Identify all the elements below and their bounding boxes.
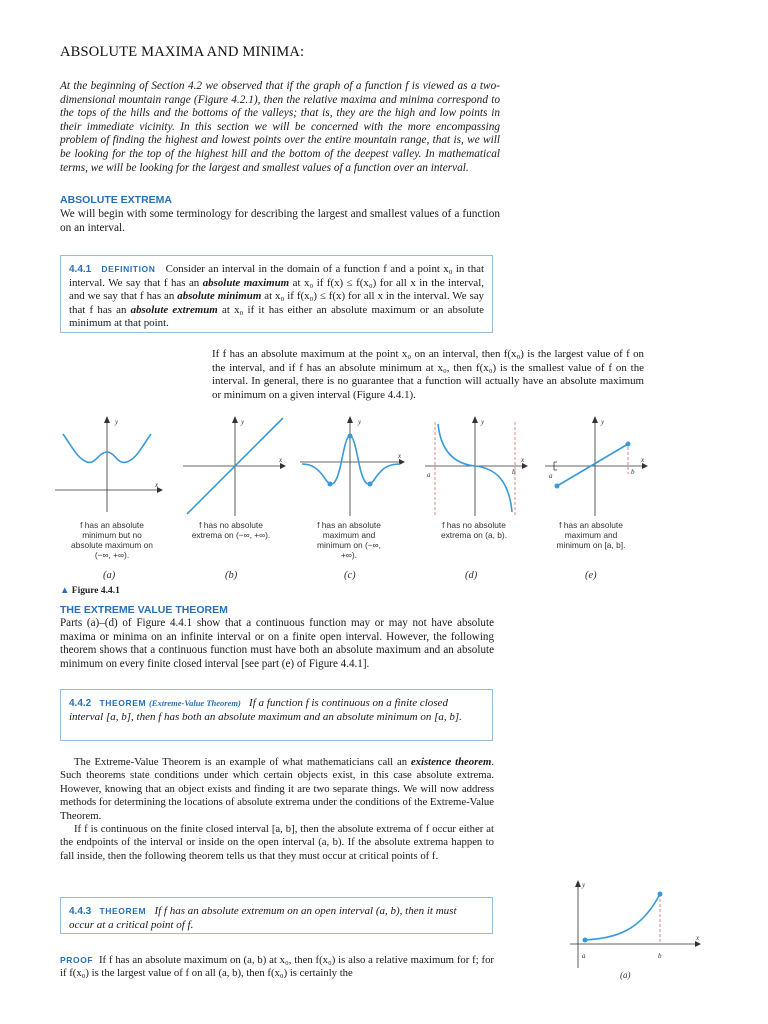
definition-box (60, 255, 493, 333)
panel-e-line (557, 444, 628, 486)
theorem-evt-name: (Extreme-Value Theorem) (148, 698, 241, 708)
panel-d-a-label: a (427, 471, 431, 479)
panel-e-b-label: b (631, 468, 635, 476)
intro-paragraph: At the beginning of Section 4.2 we observed that if the graph of a function f is viewed as a two-dimensional mountain range (Figure 4.2.1), then the relative maxima and minima correspond to the tops of the hills and the bottoms of the valleys; that is, they are the high and low points in their immediate vicinity. In this section we will be concerned with the more encompassing problem of finding the highest and lowest points over the entire mountain range, that is, we will be looking for the top of the highest hill and the bottom of the deepest valley. In mathematical terms, we will be looking for the largest and smallest values of a function over an interval. (60, 80, 500, 174)
heading-absolute-extrema: ABSOLUTE EXTREMA (60, 194, 173, 206)
side-figure-sub: (a) (620, 970, 631, 980)
panel-c-x-label: x (398, 452, 402, 460)
theorem-evt-text: If a function f is continuous on a finite closed interval [a, b], then f has both an absolute maximum and an absolute minimum on [a, b]. (69, 697, 462, 723)
panel-e-sub: (e) (585, 570, 597, 581)
side-figure-min-point (583, 938, 588, 943)
panel-e-max-point (626, 442, 631, 447)
panel-a-x-label: x (155, 481, 159, 489)
proof-text: If f has an absolute maximum on (a, b) at x₀, then f(x₀) is also a relative maximum for f; for if f(x₀) is the largest value of f on all (a, b), then f(x₀) is certainly the (60, 954, 494, 980)
figure-4-4-1 (55, 412, 655, 522)
side-figure-graph (560, 876, 710, 976)
term-absolute-minimum: absolute minimum (177, 290, 262, 303)
panel-a-graph (55, 416, 163, 512)
definition-number: 4.4.1 (69, 264, 92, 275)
definition-text-4: at x₀ if it has either an absolute maximum or an absolute minimum at that point. (69, 303, 484, 330)
panel-e-graph (545, 416, 648, 516)
panel-b-sub: (b) (225, 570, 238, 581)
theorem-critical-number: 4.4.3 (69, 906, 92, 917)
panel-d-b-label: b (512, 468, 516, 476)
heading-extreme-value-theorem: THE EXTREME VALUE THEOREM (60, 604, 228, 616)
panel-e-x-label: x (641, 456, 645, 464)
terminology-paragraph: We will begin with some terminology for describing the largest and smallest values of a function on an interval. (60, 208, 500, 234)
panel-e-y-label: y (601, 418, 605, 426)
term-absolute-maximum: absolute maximum (202, 276, 290, 289)
panel-d-y-label: y (481, 418, 485, 426)
page-title: ABSOLUTE MAXIMA AND MINIMA: (60, 44, 305, 60)
definition-text-2: at x₀ if f(x) ≤ f(x₀) for all x in the interval, and we say that f has an (69, 276, 484, 303)
panel-c-sub: (c) (344, 570, 356, 581)
term-absolute-extremum: absolute extremum (130, 303, 218, 316)
side-figure-x-label: x (696, 934, 700, 942)
figure-label-text: Figure 4.4.1 (71, 586, 120, 596)
panel-c-curve (302, 436, 400, 484)
side-figure-a-label: a (582, 952, 586, 960)
panel-d-sub: (d) (465, 570, 478, 581)
definition-keyword: DEFINITION (101, 264, 156, 274)
panel-e-caption: f has an absolute maximum and minimum on [a, b]. (556, 520, 626, 550)
panel-b-x-label: x (279, 456, 283, 464)
endpoints-paragraph: If f is continuous on the finite closed interval [a, b], then the absolute extrema of f occur either at the endpoints of the interval or inside on the open interval (a, b). If the absolute extrema happen to fall inside, then the following theorem tells us that they must occur at critical points of f. (60, 823, 494, 862)
side-figure-b-label: b (658, 952, 662, 960)
figure-label (60, 586, 120, 596)
panel-d-graph (425, 416, 528, 516)
panel-c-min-point-right (368, 482, 373, 487)
panel-b-caption: f has no absolute extrema on (−∞, +∞). (191, 520, 271, 540)
theorem-evt-number: 4.4.2 (69, 698, 92, 709)
theorem-evt-box (60, 689, 493, 741)
panel-b-graph (183, 416, 286, 516)
panel-c-graph (300, 416, 405, 516)
theorem-critical-keyword: THEOREM (99, 906, 147, 916)
triangle-icon: ▲ (60, 586, 70, 596)
theorem-evt-keyword: THEOREM (99, 698, 147, 708)
panel-c-y-label: y (358, 418, 362, 426)
definition-text-3: at x₀ if f(x₀) ≤ f(x) for all x in the interval. We say that f has an (69, 290, 484, 316)
existence-theorem-term: existence theorem (410, 756, 492, 768)
panel-c-caption: f has an absolute maximum and minimum on (−∞, +∞). (317, 520, 381, 560)
existence-paragraphs (60, 756, 494, 863)
existence-text-1: The Extreme-Value Theorem is an example of what mathematicians call an (74, 756, 411, 768)
theorem-critical-box (60, 897, 493, 934)
definition-text-1: Consider an interval in the domain of a function f and a point x₀ in that interval. We say that f has an (69, 263, 485, 289)
theorem-critical-text: If f has an absolute extremum on an open interval (a, b), then it must occur at a critical point of f. (69, 905, 457, 931)
panel-c-max-point (348, 434, 353, 439)
panel-a-caption: f has an absolute minimum but no absolute maximum on (−∞, +∞). (71, 520, 153, 560)
side-figure-y-label: y (582, 881, 586, 889)
panel-c-min-point-left (328, 482, 333, 487)
proof-keyword: PROOF (60, 955, 94, 965)
existence-text-2: . Such theorems state conditions under which certain objects exist, in this case absolute extrema. However, knowing that an object exists and finding it are two separate things. We will now address methods for determining the locations of absolute extrema under the conditions of the Extreme-Value Theorem. (60, 756, 494, 822)
panel-d-x-label: x (521, 456, 525, 464)
evt-paragraph: Parts (a)–(d) of Figure 4.4.1 show that a continuous function may or may not have absolute maxima or minima on an infinite interval or on a finite open interval. However, the following theorem shows that a continuous function must have both an absolute maximum and an absolute minimum on every finite closed interval [see part (e) of Figure 4.4.1]. (60, 617, 494, 670)
panel-e-min-point (555, 484, 560, 489)
panel-a-sub: (a) (103, 570, 116, 581)
panel-a-y-label: y (115, 418, 119, 426)
panel-d-caption: f has no absolute extrema on (a, b). (440, 520, 508, 540)
side-figure-curve (585, 894, 660, 940)
panel-e-a-label: a (549, 472, 553, 480)
absmax-paragraph: If f has an absolute maximum at the point x₀ on an interval, then f(x₀) is the largest value of f on the interval, and if f has an absolute minimum at x₀, then f(x₀) is the smallest value of f on the interval. In general, there is no guarantee that a function will actually have an absolute maximum or minimum on a given interval (Figure 4.4.1). (212, 348, 644, 401)
side-figure-max-point (658, 892, 663, 897)
panel-b-y-label: y (241, 418, 245, 426)
proof-paragraph (60, 954, 494, 980)
